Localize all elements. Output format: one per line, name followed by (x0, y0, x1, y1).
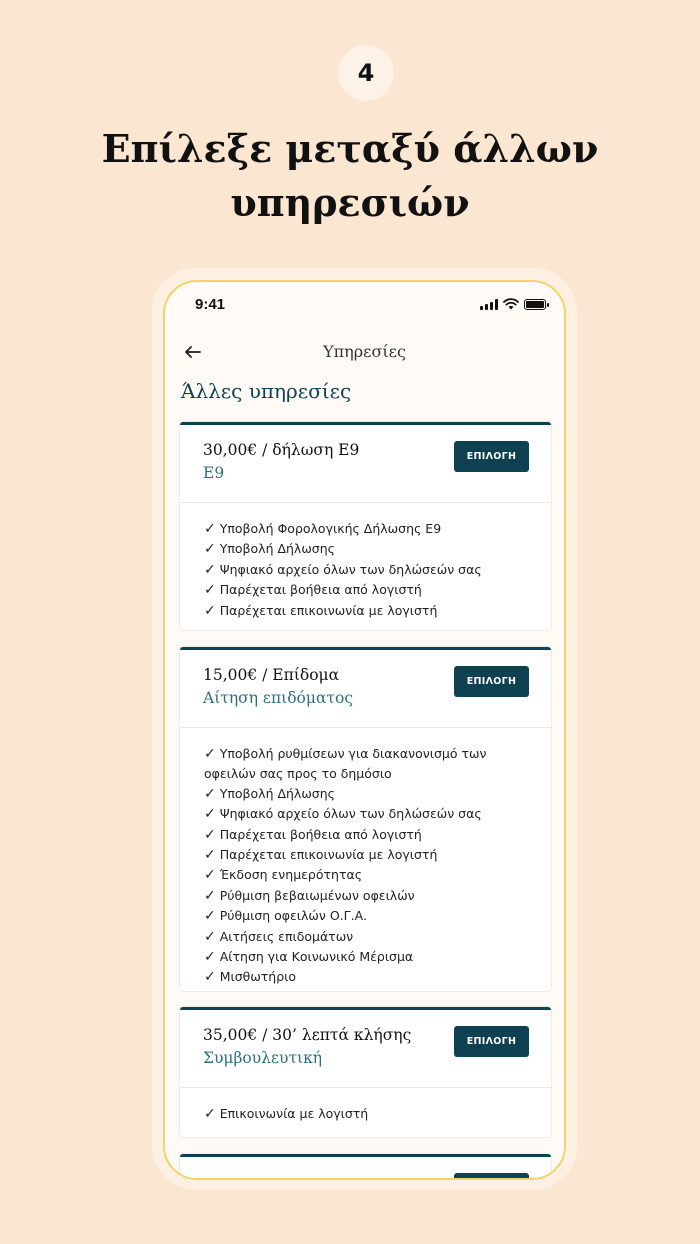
service-card-consulting (180, 1007, 551, 1137)
service-card-e9 (180, 422, 551, 630)
headline (0, 122, 700, 230)
check-icon: ✓ (204, 582, 216, 599)
feature-item: ✓ Υποβολή ρυθμίσεων για διακανονισμό των οφειλών σας προς το δημόσιο (204, 746, 487, 782)
feature-item: ✓ Παρέχεται βοήθεια από λογιστή (204, 582, 422, 599)
check-icon: ✓ (204, 826, 216, 843)
check-icon: ✓ (204, 785, 216, 802)
step-number-badge: 4 (338, 45, 394, 101)
card-plan-name: Αίτηση επιδόματος (203, 689, 354, 707)
card-price: 15,00€ / Επίδομα (203, 666, 340, 684)
check-icon: ✓ (204, 887, 216, 904)
headline-line-1: Επίλεξε μεταξύ άλλων (101, 126, 599, 171)
phone-screen (163, 280, 566, 1180)
check-icon: ✓ (204, 561, 216, 578)
card-header (180, 425, 551, 503)
battery-icon (524, 299, 546, 310)
feature-item: ✓ Ψηφιακό αρχείο όλων των δηλώσεών σας (204, 561, 482, 578)
check-icon: ✓ (204, 949, 216, 966)
feature-item: ✓ Ρύθμιση οφειλών Ο.Γ.Α. (204, 908, 368, 925)
select-button[interactable] (454, 1173, 529, 1180)
select-button[interactable]: ΕΠΙΛΟΓΗ (454, 441, 529, 472)
feature-item: ✓ Παρέχεται βοήθεια από λογιστή (204, 826, 422, 843)
status-bar (165, 282, 564, 326)
wifi-icon (503, 298, 519, 310)
card-header (180, 1157, 551, 1180)
card-header (180, 1010, 551, 1088)
section-title: Άλλες υπηρεσίες (181, 379, 352, 403)
check-icon: ✓ (204, 1106, 216, 1122)
card-plan-name: Ε9 (203, 464, 225, 482)
card-price: 35,00€ / 30’ λεπτά κλήσης (203, 1026, 412, 1044)
check-icon: ✓ (204, 541, 216, 558)
check-icon: ✓ (204, 928, 216, 945)
feature-item: ✓ Έκδοση ενημερότητας (204, 867, 363, 884)
feature-item: ✓ Υποβολή Δήλωσης (204, 541, 335, 558)
check-icon: ✓ (204, 521, 216, 537)
check-icon: ✓ (204, 867, 216, 884)
feature-list (180, 728, 551, 1002)
check-icon: ✓ (204, 969, 216, 986)
card-price: 30,00€ / δήλωση Ε9 (203, 441, 360, 459)
check-icon: ✓ (204, 908, 216, 925)
card-header (180, 650, 551, 728)
status-time: 9:41 (195, 296, 226, 313)
status-icons (480, 298, 546, 310)
check-icon: ✓ (204, 806, 216, 823)
feature-item: ✓ Υποβολή Φορολογικής Δήλωσης Ε9 (204, 521, 442, 537)
app-bar (165, 334, 564, 370)
service-card-benefit (180, 647, 551, 991)
feature-list (180, 1088, 551, 1138)
feature-item: ✓ Ψηφιακό αρχείο όλων των δηλώσεών σας (204, 806, 482, 823)
app-bar-title: Υπηρεσίες (323, 342, 406, 361)
card-plan-name: Συμβουλευτική (203, 1049, 323, 1067)
select-button[interactable]: ΕΠΙΛΟΓΗ (454, 666, 529, 697)
signal-icon (480, 299, 498, 310)
feature-item: ✓ Ρύθμιση βεβαιωμένων οφειλών (204, 887, 415, 904)
headline-line-2: υπηρεσιών (230, 180, 470, 225)
feature-list (180, 503, 551, 635)
feature-item: ✓ Επικοινωνία με λογιστή (204, 1106, 369, 1122)
feature-item: ✓ Υποβολή Δήλωσης (204, 785, 335, 802)
service-card-partial (180, 1154, 551, 1180)
feature-item: ✓ Μισθωτήριο (204, 969, 297, 986)
select-button[interactable]: ΕΠΙΛΟΓΗ (454, 1026, 529, 1057)
feature-item: ✓ Αίτηση για Κοινωνικό Μέρισμα (204, 949, 414, 966)
check-icon: ✓ (204, 602, 216, 619)
feature-item: ✓ Αιτήσεις επιδομάτων (204, 928, 354, 945)
feature-item: ✓ Παρέχεται επικοινωνία με λογιστή (204, 602, 438, 619)
check-icon: ✓ (204, 746, 216, 762)
feature-item: ✓ Παρέχεται επικοινωνία με λογιστή (204, 847, 438, 864)
check-icon: ✓ (204, 847, 216, 864)
